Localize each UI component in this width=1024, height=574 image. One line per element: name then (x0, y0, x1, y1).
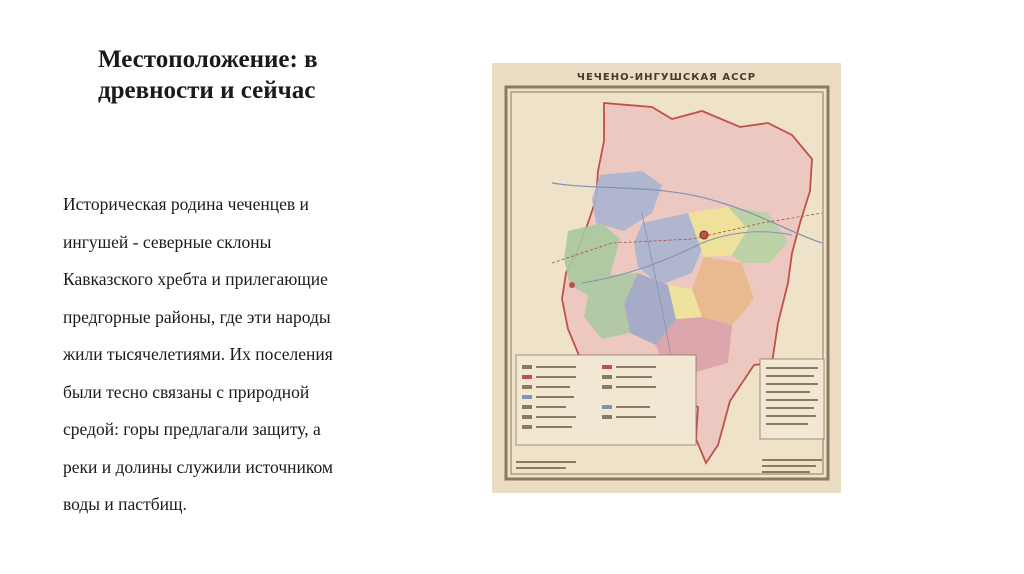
body-line-5: жили тысячелетиями. Их поселения (63, 344, 333, 364)
slide-title-line-1: Местоположение: в (98, 46, 318, 73)
body-line-9: воды и пастбищ. (63, 494, 187, 514)
body-line-4: предгорные районы, где эти народы (63, 306, 331, 327)
map-title: ЧЕЧЕНО-ИНГУШСКАЯ АССР (576, 72, 757, 83)
slide-title-line-2: древности и сейчас (98, 77, 316, 104)
body-line-3: Кавказского хребта и прилегающие (63, 269, 328, 289)
map-illustration (492, 63, 841, 493)
town-marker (569, 282, 575, 288)
body-line-8: реки и долины служили источником (63, 456, 333, 477)
slide-body-text (63, 186, 408, 524)
body-line-2: ингушей - северные склоны (63, 231, 272, 252)
body-line-7: средой: горы предлагали защиту, а (63, 419, 321, 439)
map-image (492, 63, 841, 493)
body-line-1: Историческая родина чеченцев и (63, 194, 309, 214)
body-line-6: были тесно связаны с природной (63, 381, 310, 402)
slide-title (98, 44, 428, 106)
capital-marker (700, 231, 708, 239)
